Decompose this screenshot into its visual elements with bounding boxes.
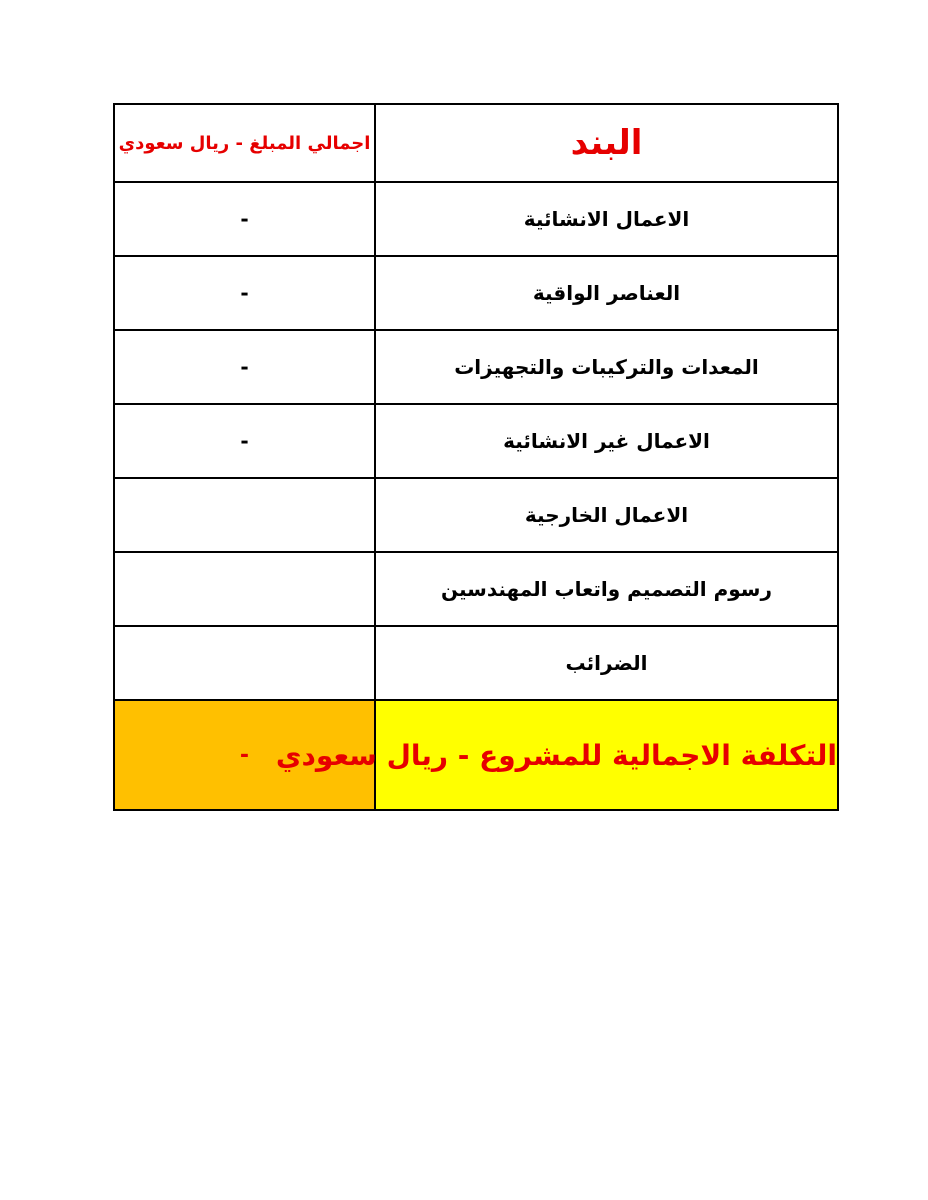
total-amount-cell: - xyxy=(114,700,375,810)
amount-cell: - xyxy=(114,404,375,478)
item-cell: الاعمال الانشائية xyxy=(375,182,838,256)
amount-cell xyxy=(114,626,375,700)
item-cell: الاعمال غير الانشائية xyxy=(375,404,838,478)
table-row xyxy=(114,330,838,404)
header-item-cell: البند xyxy=(375,104,838,182)
amount-cell: - xyxy=(114,182,375,256)
header-row xyxy=(114,104,838,182)
table-row xyxy=(114,182,838,256)
amount-cell: - xyxy=(114,330,375,404)
total-item-cell: التكلفة الاجمالية للمشروع - ريال سعودي xyxy=(375,700,838,810)
item-cell: الاعمال الخارجية xyxy=(375,478,838,552)
table-row xyxy=(114,404,838,478)
table-row xyxy=(114,478,838,552)
amount-cell: - xyxy=(114,256,375,330)
item-cell: رسوم التصميم واتعاب المهندسين xyxy=(375,552,838,626)
item-cell: العناصر الواقية xyxy=(375,256,838,330)
amount-cell xyxy=(114,552,375,626)
amount-cell xyxy=(114,478,375,552)
item-cell: الضرائب xyxy=(375,626,838,700)
cost-table xyxy=(113,103,839,811)
item-cell: المعدات والتركيبات والتجهيزات xyxy=(375,330,838,404)
total-row xyxy=(114,700,838,810)
table-row xyxy=(114,552,838,626)
header-amount-cell: اجمالي المبلغ - ريال سعودي xyxy=(114,104,375,182)
table-row xyxy=(114,626,838,700)
table-row xyxy=(114,256,838,330)
